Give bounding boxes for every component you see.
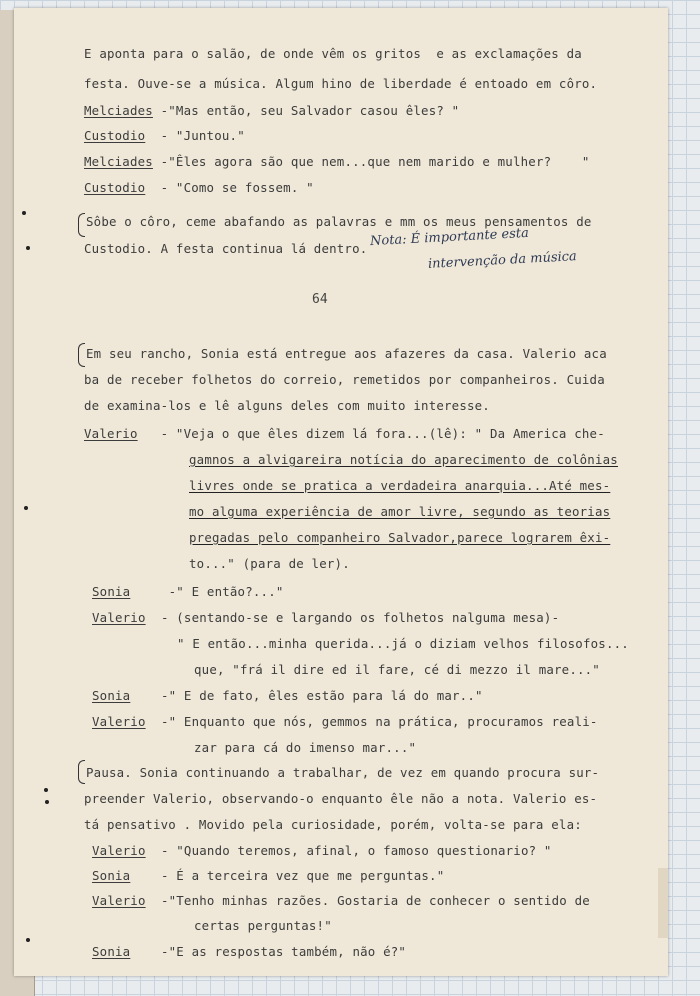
quoted-text-line: mo alguma experiência de amor livre, segundo as teorias xyxy=(189,504,611,519)
text-line: certas perguntas!" xyxy=(194,918,332,933)
text-line: Em seu rancho, Sonia está entregue aos afazeres da casa. Valerio aca xyxy=(86,346,607,361)
dialogue-line xyxy=(84,154,590,169)
dialogue-text: -" Enquanto que nós, gemmos na prática, procuramos reali- xyxy=(145,714,598,729)
text-line: preender Valerio, observando-o enquanto êle não a nota. Valerio es- xyxy=(84,791,598,806)
quoted-text-line: pregadas pelo companheiro Salvador,parece lograrem êxi- xyxy=(189,530,611,545)
speaker-name: Custodio xyxy=(84,128,146,143)
handwritten-note: Nota: É importante esta xyxy=(369,225,530,250)
page-edge-fold xyxy=(658,868,668,938)
dialogue-text: - É a terceira vez que me perguntas." xyxy=(130,868,445,883)
dialogue-line xyxy=(92,584,284,599)
text-line: tá pensativo . Movido pela curiosidade, porém, volta-se para ela: xyxy=(84,817,582,832)
speaker-name: Melciades xyxy=(84,103,153,118)
speaker-name: Valerio xyxy=(92,714,146,729)
dialogue-line xyxy=(92,610,559,625)
margin-mark xyxy=(26,938,30,942)
text-line: E aponta para o salão, de onde vêm os gritos e as exclamações da xyxy=(84,46,582,61)
speaker-name: Custodio xyxy=(84,180,146,195)
margin-mark xyxy=(45,800,49,804)
paragraph-bracket xyxy=(78,343,85,367)
dialogue-text: -" E de fato, êles estão para lá do mar.." xyxy=(130,688,483,703)
dialogue-text: -" E então?..." xyxy=(130,584,284,599)
speaker-name: Valerio xyxy=(84,426,138,441)
text-line: Custodio. A festa continua lá dentro. xyxy=(84,241,368,256)
speaker-name: Melciades xyxy=(84,154,153,169)
dialogue-text: - "Quando teremos, afinal, o famoso questionario? " xyxy=(145,843,552,858)
speaker-name: Valerio xyxy=(92,893,146,908)
paragraph-bracket xyxy=(78,760,85,784)
margin-mark xyxy=(24,506,28,510)
margin-mark xyxy=(26,246,30,250)
text-line: que, "frá il dire ed il fare, cé di mezzo il mare..." xyxy=(194,662,600,677)
dialogue-text: - "Como se fossem. " xyxy=(145,180,314,195)
text-line: " E então...minha querida...já o diziam velhos filosofos... xyxy=(177,636,629,651)
text-line: to..." (para de ler). xyxy=(189,556,350,571)
dialogue-text: -"E as respostas também, não é?" xyxy=(130,944,407,959)
dialogue-text: -"Mas então, seu Salvador casou êles? " xyxy=(152,103,460,118)
dialogue-text: - "Juntou." xyxy=(145,128,245,143)
speaker-name: Valerio xyxy=(92,610,146,625)
handwritten-note: intervenção da música xyxy=(427,249,578,272)
dialogue-line xyxy=(84,103,459,118)
dialogue-text: - "Veja o que êles dizem lá fora...(lê): " Da America che- xyxy=(137,426,605,441)
dialogue-line xyxy=(92,843,552,858)
text-line: zar para cá do imenso mar..." xyxy=(194,740,417,755)
margin-mark xyxy=(22,211,26,215)
margin-mark xyxy=(44,788,48,792)
speaker-name: Sonia xyxy=(92,584,131,599)
text-line: festa. Ouve-se a música. Algum hino de liberdade é entoado em côro. xyxy=(84,76,598,91)
dialogue-line xyxy=(92,688,483,703)
dialogue-line xyxy=(92,893,590,908)
text-line: ba de receber folhetos do correio, remetidos por companheiros. Cuida xyxy=(84,372,605,387)
dialogue-line xyxy=(92,868,444,883)
quoted-text-line: gamnos a alvigareira notícia do aparecimento de colônias xyxy=(189,452,618,467)
dialogue-line xyxy=(84,426,605,441)
dialogue-text: -"Êles agora são que nem...que nem marido e mulher? " xyxy=(152,154,590,169)
dialogue-line xyxy=(84,128,245,143)
paragraph-bracket xyxy=(78,213,85,237)
text-line: Pausa. Sonia continuando a trabalhar, de vez em quando procura sur- xyxy=(86,765,600,780)
dialogue-line xyxy=(84,180,314,195)
dialogue-line xyxy=(92,714,598,729)
dialogue-line xyxy=(92,944,406,959)
speaker-name: Valerio xyxy=(92,843,146,858)
quoted-text-line: livres onde se pratica a verdadeira anarquia...Até mes- xyxy=(189,478,611,493)
typewritten-page xyxy=(14,8,668,976)
text-line: Sôbe o côro, ceme abafando as palavras e mm os meus pensamentos de xyxy=(86,214,592,229)
text-line: de examina-los e lê alguns deles com muito interesse. xyxy=(84,398,490,413)
dialogue-text: -"Tenho minhas razões. Gostaria de conhecer o sentido de xyxy=(145,893,590,908)
speaker-name: Sonia xyxy=(92,688,131,703)
dialogue-text: - (sentando-se e largando os folhetos nalguma mesa)- xyxy=(145,610,560,625)
speaker-name: Sonia xyxy=(92,944,131,959)
speaker-name: Sonia xyxy=(92,868,131,883)
page-number: 64 xyxy=(312,292,328,307)
